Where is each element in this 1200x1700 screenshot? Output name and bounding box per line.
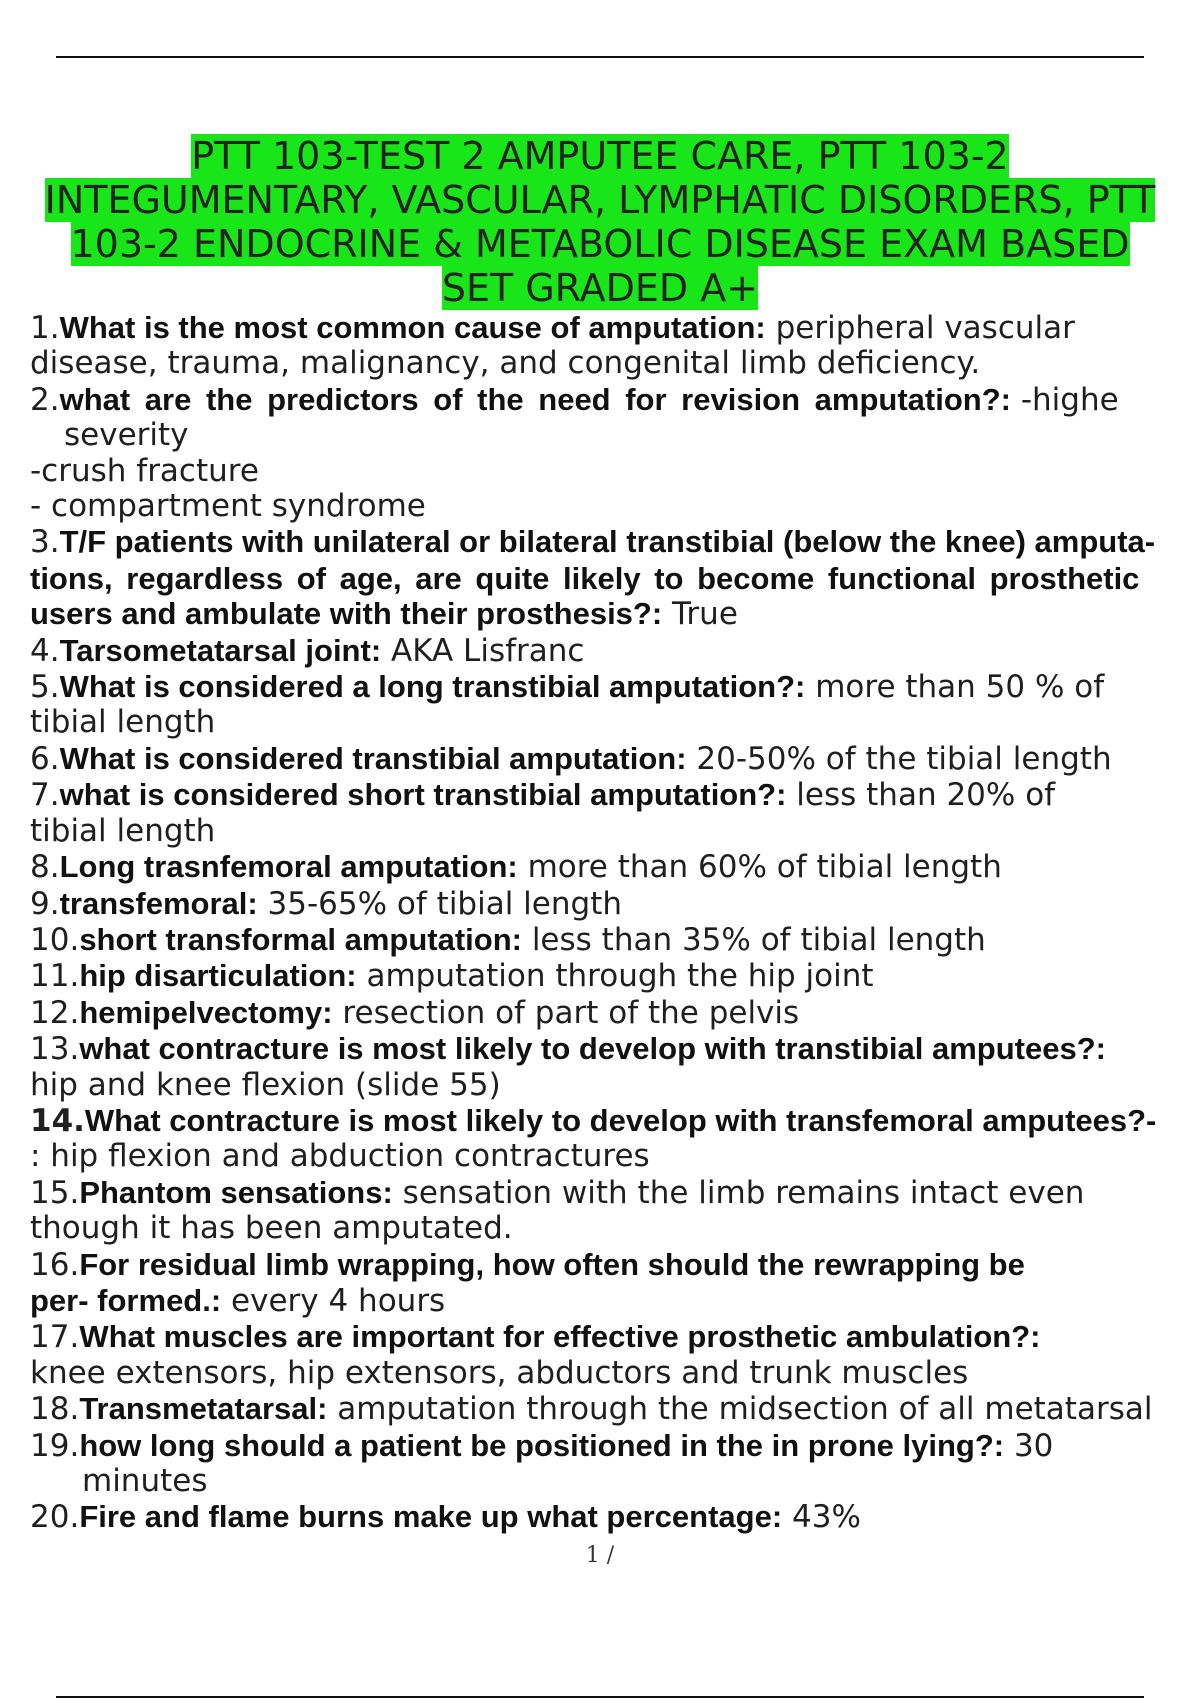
list-item: 4.Tarsometatarsal joint: AKA Lisfranc [30,632,585,669]
question-continuation: tions, regardless of age, are quite likely to become functional prosthetic [30,560,1140,596]
document-title [0,134,1200,310]
list-item: 12.hemipelvectomy: resection of part of the pelvis [30,994,800,1031]
title-line-3: 103-2 ENDOCRINE & METABOLIC DISEASE EXAM BASED [70,222,1130,266]
answer-continuation: - compartment syndrome [30,488,426,525]
list-item: 20.Fire and flame burns make up what percentage: 43% [30,1499,861,1536]
list-item: 7.what is considered short transtibial amputation?: less than 20% of [30,777,1056,814]
answer-continuation: tibial length [30,812,216,849]
list-item: 1.What is the most common cause of amputation: peripheral vascular [30,310,1075,346]
answer-continuation: severity [64,417,189,454]
title-line-1: PTT 103-TEST 2 AMPUTEE CARE, PTT 103-2 [191,134,1009,178]
list-item: 10.short transformal amputation: less than 35% of tibial length [30,921,986,958]
bottom-rule [56,1696,1144,1698]
list-item: 16.For residual limb wrapping, how often should the rewrapping be [30,1246,1025,1283]
title-line-4: SET GRADED A+ [441,266,759,310]
answer-continuation: minutes [82,1463,208,1499]
list-item: 15.Phantom sensations: sensation with the limb remains intact even [30,1174,1085,1211]
title-line-2: INTEGUMENTARY, VASCULAR, LYMPHATIC DISORDERS, PTT [44,178,1156,222]
list-item: 19.how long should a patient be positioned in the in prone lying?: 30 [30,1427,1054,1464]
answer-continuation: disease, trauma, malignancy, and congenital limb deficiency. [30,345,981,382]
answer-continuation: tibial length [30,704,216,741]
list-item: 3.T/F patients with unilateral or bilateral transtibial (below the knee) amputa- [30,524,1156,561]
list-item: 5.What is considered a long transtibial amputation?: more than 50 % of [30,669,1105,706]
list-item: 17.What muscles are important for effective prosthetic ambulation?: [30,1319,1041,1356]
list-item: 11.hip disarticulation: amputation through the hip joint [30,958,874,995]
list-item: 6.What is considered transtibial amputation: 20-50% of the tibial length [30,740,1112,777]
answer-continuation: hip and knee flexion (slide 55) [30,1066,501,1103]
question-continuation: per- formed.: every 4 hours [30,1282,446,1319]
page-number: 1 / [585,1543,615,1568]
answer-continuation: -crush fracture [30,452,259,489]
list-item: 9.transfemoral: 35-65% of tibial length [30,885,622,922]
list-item: 18.Transmetatarsal: amputation through the midsection of all metatarsal [30,1391,1153,1428]
list-item: 8.Long trasnfemoral amputation: more than 60% of tibial length [30,849,1002,886]
answer-continuation: knee extensors, hip extensors, abductors and trunk muscles [30,1354,969,1391]
list-item: 13.what contracture is most likely to develop with transtibial amputees?: [30,1031,1106,1068]
question-list [30,310,1200,1536]
question-continuation: users and ambulate with their prosthesis?: True [30,596,738,633]
list-item: 14.What contracture is most likely to develop with transfemoral amputees?- [30,1102,1157,1139]
list-item: 2.what are the predictors of the need for revision amputation?: -highe [30,381,1119,418]
answer-continuation: : hip flexion and abduction contractures [30,1138,650,1175]
answer-continuation: though it has been amputated. [30,1210,513,1247]
top-rule [56,56,1144,58]
